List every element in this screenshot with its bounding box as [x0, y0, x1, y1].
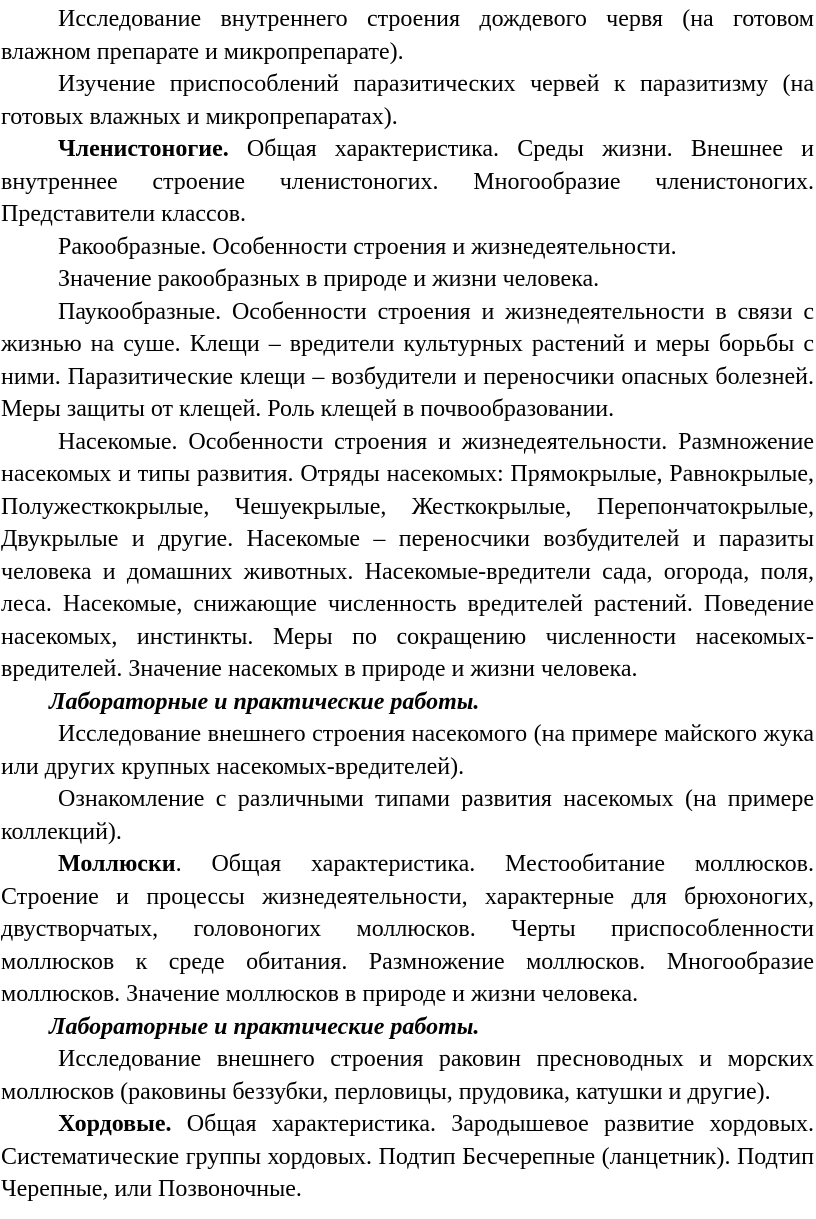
paragraph-crustaceans-importance — [1, 263, 814, 296]
paragraph-text: Исследование внутреннего строения дождевого червя (на готовом влажном препарате и микропрепарате). — [1, 6, 814, 65]
paragraph-arthropods — [1, 133, 814, 231]
paragraph-insects — [1, 426, 814, 686]
lab-works-heading-mollusks: Лабораторные и практические работы. — [49, 1013, 480, 1040]
paragraph-text: Значение ракообразных в природе и жизни человека. — [58, 266, 600, 292]
paragraph-text: Паукообразные. Особенности строения и жизнедеятельности в связи с жизнью на суше. Клещи – вредители культурных растений и меры борьбы с ними. Паразитические клещи – возбудители и переносчики опасных болезней. Меры защиты от клещей. Роль клещей в почвообразовании. — [1, 298, 814, 422]
paragraph-text: Насекомые. Особенности строения и жизнедеятельности. Размножение насекомых и типы развития. Отряды насекомых: Прямокрылые, Равнокрылые, Полужесткокрылые, Чешуекрылые, Жесткокрылые, Перепончатокрылые, Двукрылые и другие. Насекомые – переносчики возбудителей и паразиты человека и домашних животных. Насекомые-вредители сада, огорода, поля, леса. Насекомые, снижающие численность вредителей растений. Поведение насекомых, инстинкты. Меры по сокращению численности насекомых-вредителей. Значение насекомых в природе и жизни человека. — [1, 428, 814, 682]
paragraph-text: Исследование внешнего строения раковин пресноводных и морских моллюсков (раковины беззубки, перловицы, прудовика, катушки и другие). — [1, 1046, 814, 1105]
paragraph-insect-development-types — [1, 783, 814, 848]
section-term-mollusks: Моллюски — [58, 851, 176, 877]
paragraph-text: . Общая характеристика. Местообитание моллюсков. Строение и процессы жизнедеятельности, характерные для брюхоногих, двустворчатых, головоногих моллюсков. Черты приспособленности моллюсков к среде обитания. Размножение моллюсков. Многообразие моллюсков. Значение моллюсков в природе и жизни человека. — [1, 851, 814, 1007]
paragraph-arachnids — [1, 296, 814, 426]
paragraph-text: Исследование внешнего строения насекомого (на примере майского жука или других крупных насекомых-вредителей). — [1, 721, 814, 780]
paragraph-text: Изучение приспособлений паразитических червей к паразитизму (на готовых влажных и микропрепаратах). — [1, 71, 814, 130]
paragraph-crustaceans — [1, 231, 814, 264]
lab-works-heading-insects: Лабораторные и практические работы. — [49, 688, 480, 715]
paragraph-text: Ракообразные. Особенности строения и жизнедеятельности. — [58, 233, 677, 260]
section-term-arthropods: Членистоногие. — [58, 136, 229, 162]
section-term-chordates: Хордовые. — [58, 1111, 172, 1137]
paragraph-insect-external-study — [1, 718, 814, 783]
paragraph-text: Общая характеристика. Зародышевое развитие хордовых. Систематические группы хордовых. Подтип Бесчерепные (ланцетник). Подтип Черепные, или Позвоночные. — [1, 1111, 814, 1202]
paragraph-mollusks — [1, 848, 814, 1011]
paragraph-shell-study — [1, 1043, 814, 1108]
paragraph-earthworm-internal — [1, 3, 814, 68]
paragraph-text: Ознакомление с различными типами развития насекомых (на примере коллекций). — [1, 786, 814, 845]
paragraph-text: Общая характеристика. Среды жизни. Внешнее и внутреннее строение членистоногих. Многообразие членистоногих. Представители классов. — [1, 136, 814, 227]
paragraph-chordates — [1, 1108, 814, 1206]
paragraph-parasitic-worms — [1, 68, 814, 133]
